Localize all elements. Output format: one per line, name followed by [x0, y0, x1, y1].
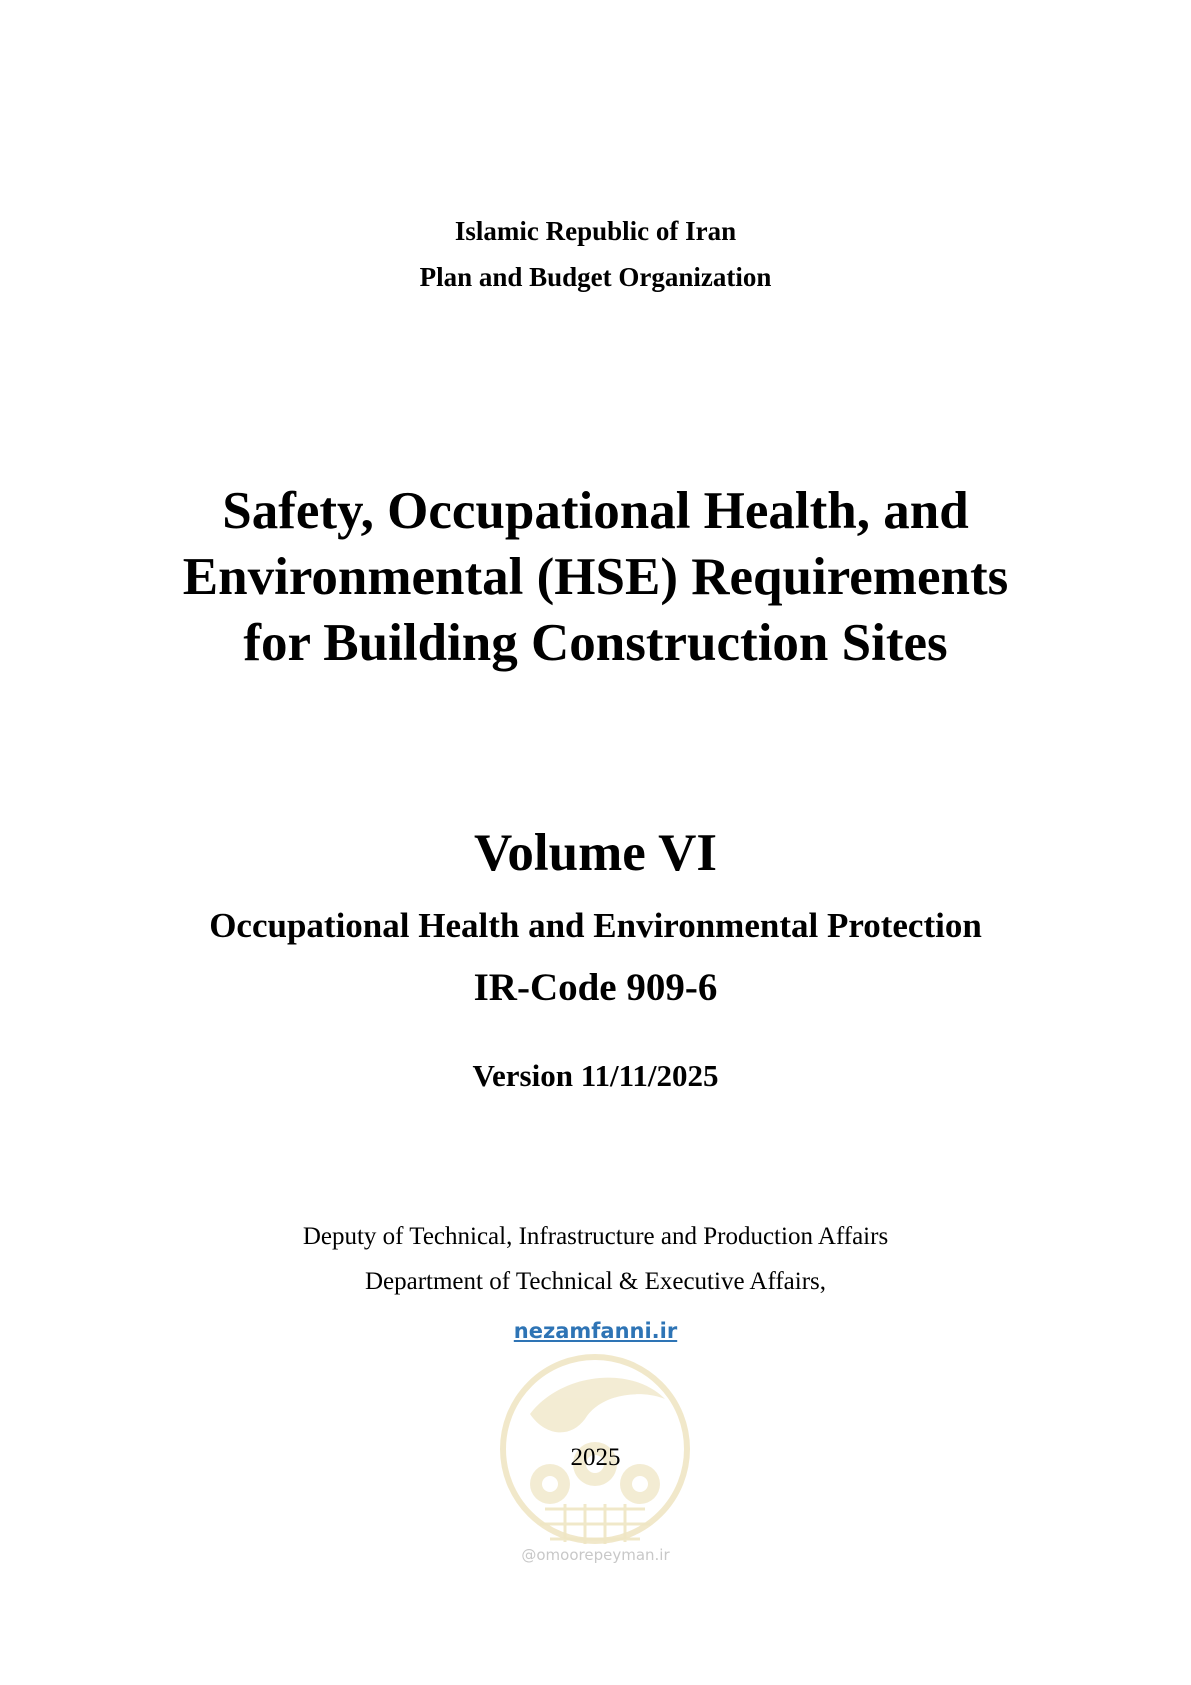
title-line-2: Environmental (HSE) Requirements [182, 548, 1009, 606]
deputy-name: Deputy of Technical, Infrastructure and Production Affairs [302, 1223, 889, 1250]
volume-label: Volume VI [474, 824, 717, 882]
document-code: IR-Code 909-6 [473, 966, 718, 1009]
website-link-container [0, 1318, 1191, 1344]
title-line-3: for Building Construction Sites [243, 614, 948, 672]
watermark-handle: @omoorepeyman.ir [521, 1546, 670, 1564]
volume-subtitle: Occupational Health and Environmental Protection [209, 906, 982, 945]
title-line-1: Safety, Occupational Health, and [222, 482, 969, 540]
website-link[interactable]: nezamfanni.ir [513, 1319, 678, 1343]
issuer-country: Islamic Republic of Iran [454, 216, 737, 246]
department-name: Department of Technical & Executive Affairs, [364, 1268, 827, 1295]
publication-year: 2025 [570, 1444, 621, 1471]
issuer-organization: Plan and Budget Organization [419, 262, 772, 292]
document-title [0, 478, 1191, 676]
version-text: Version 11/11/2025 [472, 1058, 719, 1093]
